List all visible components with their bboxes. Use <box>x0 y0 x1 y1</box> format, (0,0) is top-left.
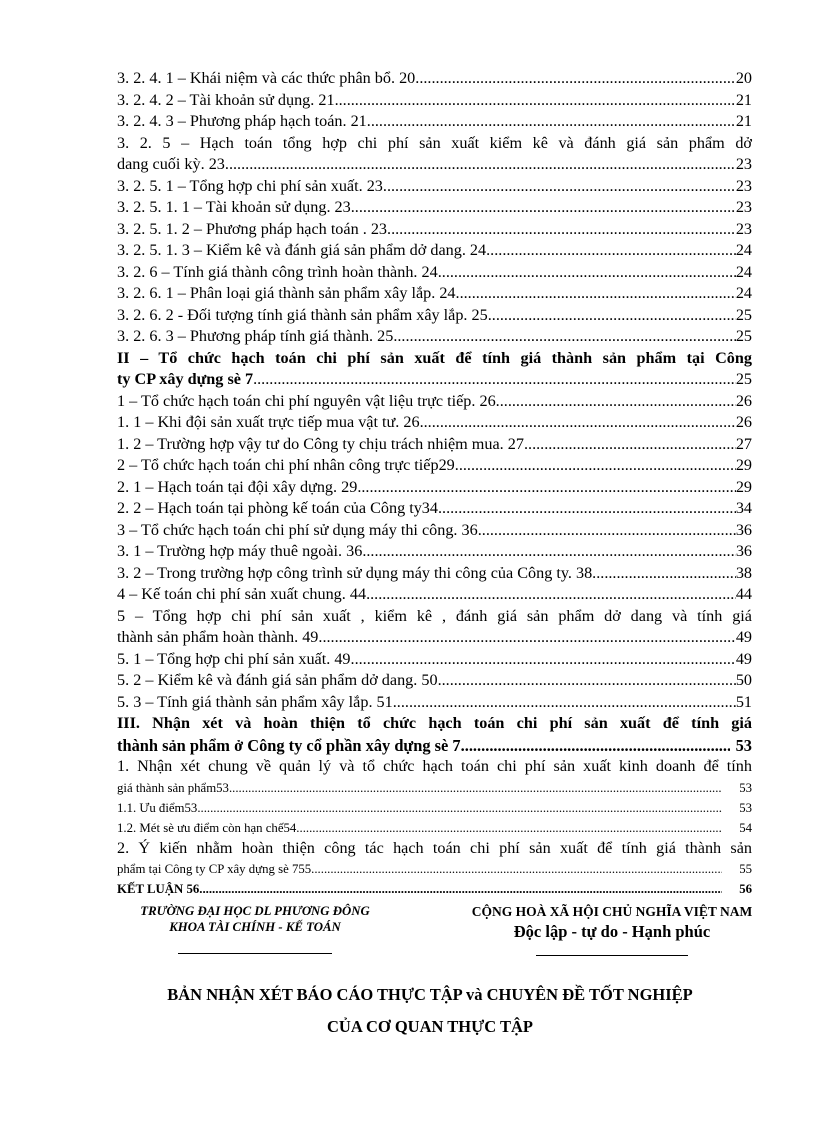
toc-dot-leader <box>438 498 736 520</box>
toc-entry-title: 3. 2. 5. 1. 3 – Kiểm kê và đánh giá sản phẩm dở dang. 24 <box>117 241 487 259</box>
toc-entry <box>117 305 752 327</box>
toc-dot-leader <box>438 670 736 692</box>
toc-dot-leader <box>351 649 736 671</box>
toc-entry <box>117 584 752 606</box>
toc-entry <box>117 262 752 284</box>
toc-dot-leader <box>387 219 736 241</box>
toc-dot-leader <box>383 176 736 198</box>
toc-page-number: 53 <box>739 800 752 815</box>
toc-dot-leader <box>592 563 736 585</box>
toc-entry <box>117 154 752 176</box>
toc-page-number: 54 <box>739 820 752 835</box>
national-heading <box>452 903 772 943</box>
university-underline <box>178 953 332 954</box>
toc-entry-first-line: 5 – Tổng hợp chi phí sản xuất , kiểm kê , đánh giá sản phẩm dở dang và tính giá <box>117 606 752 625</box>
toc-page-number: 44 <box>735 585 752 603</box>
toc-dot-leader <box>311 859 722 879</box>
toc-entry-title: dang cuối kỳ. 23 <box>117 155 225 173</box>
toc-page-number: 24 <box>735 241 752 259</box>
toc-dot-leader <box>357 477 736 499</box>
toc-dot-leader <box>415 68 736 90</box>
national-name: CỘNG HOÀ XÃ HỘI CHỦ NGHĨA VIỆT NAM <box>471 904 753 919</box>
toc-entry-title: ty CP xây dựng sè 7 <box>117 370 254 388</box>
toc-page-number: 38 <box>735 563 752 582</box>
toc-entry-first-line: II – Tổ chức hạch toán chi phí sản xuất để tính giá thành sản phẩm tại Công <box>117 348 752 367</box>
toc-entry <box>117 176 752 198</box>
toc-entry-title: 3. 2. 6. 3 – Phương pháp tính giá thành. 25 <box>117 327 394 345</box>
toc-entry-title: 3. 2. 5. 1. 2 – Phương pháp hạch toán . 23 <box>117 219 388 238</box>
toc-dot-leader <box>420 412 736 434</box>
toc-entry-first-line: 2. Ý kiến nhằm hoàn thiện công tác hạch toán chi phí sản xuất để tính giá thành sản <box>117 838 752 857</box>
toc-entry-title: 5. 2 – Kiểm kê và đánh giá sản phẩm dở dang. 50 <box>117 671 438 689</box>
toc-entry-title: giá thành sản phẩm53 <box>117 780 229 795</box>
toc-page-number: 51 <box>735 692 752 711</box>
toc-dot-leader <box>366 584 736 606</box>
toc-page-number: 56 <box>739 882 752 896</box>
toc-entry-title: 1 – Tổ chức hạch toán chi phí nguyên vật liệu trực tiếp. 26 <box>117 391 496 410</box>
toc-entry-title: 2. 2 – Hạch toán tại phòng kế toán của Công ty34 <box>117 499 438 517</box>
toc-page-number: 36 <box>735 542 752 560</box>
toc-entry <box>117 879 752 899</box>
toc-entry <box>117 563 752 585</box>
toc-dot-leader <box>296 818 722 838</box>
toc-entry <box>117 818 752 838</box>
toc-entry-title: 4 – Kế toán chi phí sản xuất chung. 44 <box>117 585 367 603</box>
toc-entry <box>117 477 752 499</box>
toc-dot-leader <box>488 305 736 327</box>
toc-page-number: 29 <box>735 456 752 474</box>
university-name: TRƯỜNG ĐẠI HỌC DL PHƯƠNG ĐÔNG <box>140 904 370 918</box>
toc-page-number: 26 <box>735 391 752 410</box>
toc-page-number: 23 <box>735 176 752 195</box>
toc-entry-title: 2. 1 – Hạch toán tại đội xây dựng. 29 <box>117 477 358 496</box>
toc-entry-title: 1. 1 – Khi đội sản xuất trực tiếp mua vật tư. 26 <box>117 413 420 431</box>
toc-entry <box>117 412 752 434</box>
faculty-name: KHOA TÀI CHÍNH - KẾ TOÁN <box>169 920 341 934</box>
toc-entry-title: 3. 2. 5. 1. 1 – Tài khoản sử dụng. 23 <box>117 198 351 216</box>
toc-dot-leader <box>362 541 735 563</box>
toc-page-number: 25 <box>735 305 752 324</box>
toc-entry <box>117 219 752 241</box>
toc-dot-leader <box>461 735 730 757</box>
toc-page-number: 21 <box>735 112 752 130</box>
toc-page-number: 53 <box>739 780 752 795</box>
toc-entry <box>117 111 752 133</box>
toc-entry <box>117 283 752 305</box>
toc-dot-leader <box>225 154 736 176</box>
toc-entry-title: 2 – Tổ chức hạch toán chi phí nhân công trực tiếp29 <box>117 456 455 474</box>
toc-entry <box>117 692 752 714</box>
toc-entry-title: 3 – Tổ chức hạch toán chi phí sử dụng máy thi công. 36 <box>117 520 478 539</box>
toc-entry-first-line: 1. Nhận xét chung về quản lý và tổ chức hạch toán chi phí sản xuất kinh doanh để tính <box>117 757 752 775</box>
toc-page-number: 29 <box>735 477 752 496</box>
toc-page-number: 27 <box>735 434 752 453</box>
toc-entry-title: 3. 1 – Trường hợp máy thuê ngoài. 36 <box>117 542 363 560</box>
table-of-contents <box>117 68 752 899</box>
toc-entry <box>117 391 752 413</box>
toc-entry <box>117 541 752 563</box>
toc-dot-leader <box>456 283 736 305</box>
toc-entry <box>117 197 752 219</box>
toc-entry <box>117 434 752 456</box>
document-subtitle: CỦA CƠ QUAN THỰC TẬP <box>327 1017 533 1036</box>
toc-entry <box>117 326 752 348</box>
university-heading <box>110 903 400 935</box>
toc-section-heading: III. Nhận xét và hoàn thiện tổ chức hạch toán chi phí sản xuất để tính giá <box>117 714 752 732</box>
toc-page-number: 34 <box>735 499 752 517</box>
toc-entry-title: 1. 2 – Trường hợp vậy tư do Công ty chịu trách nhiệm mua. 27 <box>117 434 524 453</box>
toc-page-number: 36 <box>735 520 752 539</box>
toc-entry <box>117 520 752 542</box>
toc-page-number: 23 <box>735 219 752 238</box>
toc-page-number: 50 <box>735 671 752 689</box>
toc-entry-title: 1.2. Mét sè ưu điểm còn hạn chế54 <box>117 820 297 835</box>
toc-page-number: 49 <box>735 649 752 668</box>
toc-page-number: 53 <box>735 735 752 755</box>
toc-page-number: 55 <box>739 862 752 876</box>
toc-dot-leader <box>197 798 722 818</box>
toc-page-number: 25 <box>735 327 752 345</box>
toc-dot-leader <box>496 391 736 413</box>
toc-entry-title: 3. 2. 6 – Tính giá thành công trình hoàn thành. 24 <box>117 262 438 281</box>
toc-entry-title: 3. 2. 6. 2 - Đối tượng tính giá thành sản phẩm xây lắp. 25 <box>117 305 488 324</box>
toc-entry <box>117 778 752 798</box>
toc-entry-title: 3. 2 – Trong trường hợp công trình sử dụng máy thi công của Công ty. 38 <box>117 563 593 582</box>
toc-page-number: 25 <box>735 370 752 388</box>
toc-page-number: 24 <box>735 262 752 281</box>
toc-entry-title: 3. 2. 4. 3 – Phương pháp hạch toán. 21 <box>117 112 367 130</box>
toc-dot-leader <box>351 197 736 219</box>
toc-page-number: 23 <box>735 155 752 173</box>
toc-entry-title: 3. 2. 4. 1 – Khái niệm và các thức phân bổ. 20 <box>117 69 416 87</box>
toc-entry <box>117 859 752 879</box>
toc-dot-leader <box>455 455 736 477</box>
toc-entry-title: 5. 3 – Tính giá thành sản phẩm xây lắp. 51 <box>117 692 393 711</box>
toc-dot-leader <box>318 627 735 649</box>
toc-dot-leader <box>438 262 736 284</box>
toc-dot-leader <box>393 692 736 714</box>
toc-page-number: 24 <box>735 284 752 302</box>
toc-entry-title: 3. 2. 5. 1 – Tổng hợp chi phí sản xuất. 23 <box>117 176 383 195</box>
toc-entry <box>117 649 752 671</box>
toc-entry-title: 1.1. Ưu điểm53 <box>117 800 198 815</box>
toc-entry <box>117 798 752 818</box>
toc-entry <box>117 240 752 262</box>
national-motto: Độc lập - tự do - Hạnh phúc <box>513 922 711 941</box>
toc-page-number: 49 <box>735 628 752 646</box>
toc-dot-leader <box>199 879 722 899</box>
toc-entry-title: phẩm tại Công ty CP xây dựng sè 755 <box>117 862 312 876</box>
toc-entry <box>117 627 752 649</box>
toc-dot-leader <box>478 520 736 542</box>
toc-dot-leader <box>229 778 722 798</box>
toc-entry <box>117 670 752 692</box>
toc-dot-leader <box>486 240 736 262</box>
toc-section-entry <box>117 735 752 757</box>
toc-dot-leader <box>393 326 735 348</box>
toc-dot-leader <box>524 434 736 456</box>
toc-entry-title: thành sản phẩm hoàn thành. 49 <box>117 628 319 646</box>
toc-entry-first-line: 3. 2. 5 – Hạch toán tổng hợp chi phí sản xuất kiểm kê và đánh giá sản phẩm dở <box>117 133 752 152</box>
toc-dot-leader <box>335 90 736 112</box>
toc-entry-title: 3. 2. 6. 1 – Phân loại giá thành sản phẩm xây lắp. 24 <box>117 284 456 302</box>
toc-entry <box>117 455 752 477</box>
toc-entry <box>117 369 752 391</box>
toc-entry-title: 3. 2. 4. 2 – Tài khoản sử dụng. 21 <box>117 90 335 109</box>
document-title: BẢN NHẬN XÉT BÁO CÁO THỰC TẬP và CHUYÊN ĐỀ TỐT NGHIỆP <box>167 985 693 1004</box>
toc-dot-leader <box>367 111 736 133</box>
toc-entry <box>117 498 752 520</box>
toc-page-number: 21 <box>735 90 752 109</box>
toc-entry <box>117 90 752 112</box>
toc-page-number: 26 <box>735 413 752 431</box>
toc-entry-title: thành sản phẩm ở Công ty cổ phần xây dựng sè 7 <box>117 735 461 755</box>
toc-entry-title: 5. 1 – Tổng hợp chi phí sản xuất. 49 <box>117 649 351 668</box>
toc-dot-leader <box>253 369 736 391</box>
toc-page-number: 20 <box>735 69 752 87</box>
toc-entry <box>117 68 752 90</box>
motto-underline <box>536 955 688 956</box>
toc-page-number: 23 <box>735 198 752 216</box>
toc-entry-title: KẾT LUẬN 56 <box>117 882 200 896</box>
